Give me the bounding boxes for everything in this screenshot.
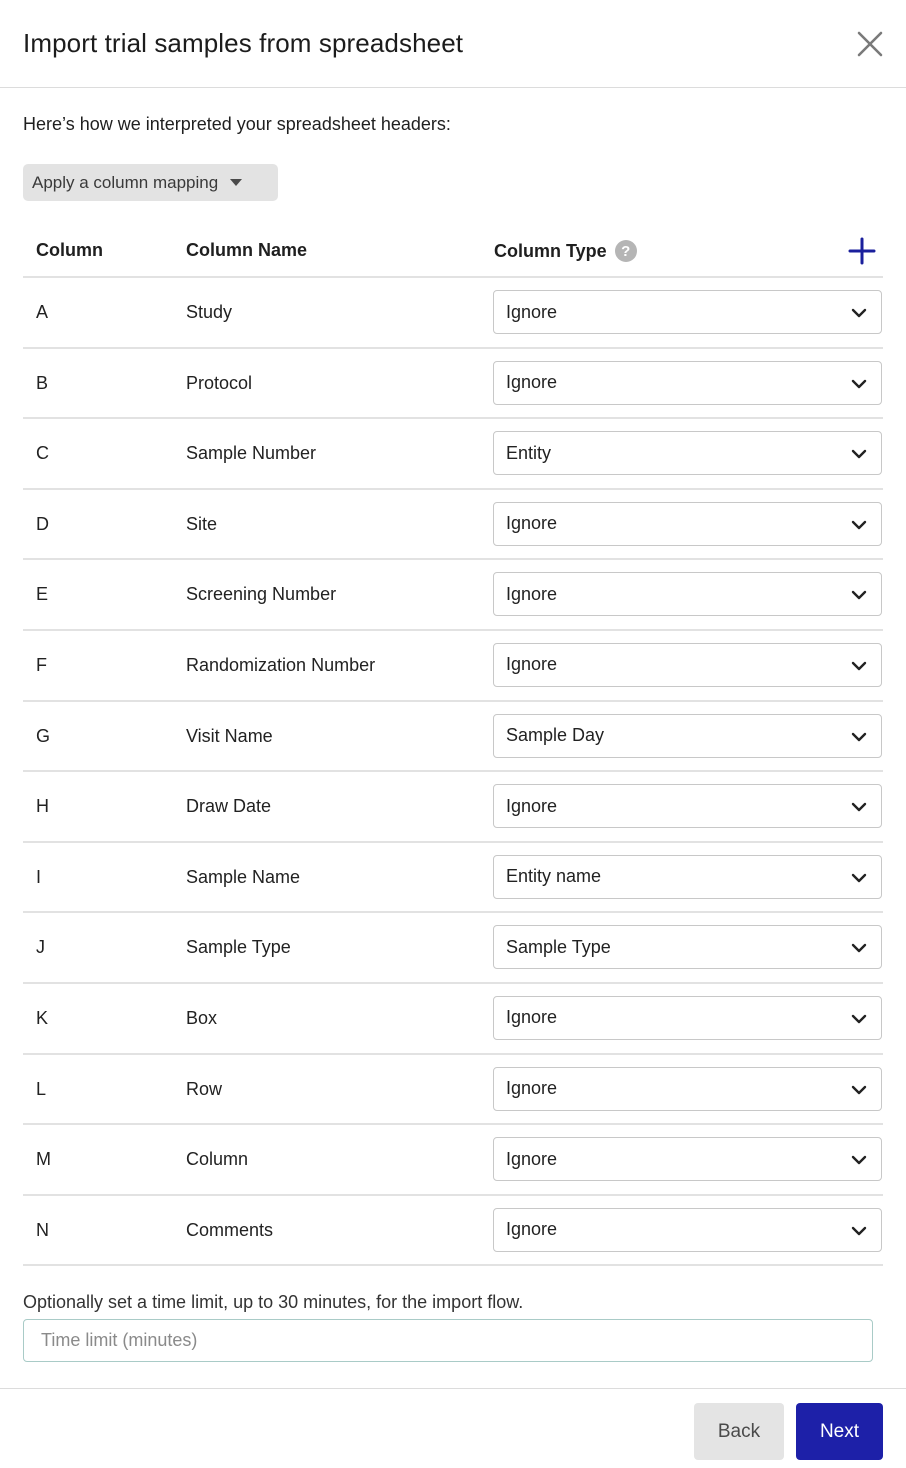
column-type-select[interactable]: [493, 502, 882, 546]
table-row: [23, 1125, 883, 1196]
row-column-letter: M: [36, 1149, 51, 1170]
row-column-name: Screening Number: [186, 584, 337, 605]
column-type-select[interactable]: [493, 643, 882, 687]
row-column-name: Randomization Number: [186, 654, 376, 675]
add-column-button[interactable]: [847, 236, 877, 266]
dialog-title: Import trial samples from spreadsheet: [23, 28, 464, 58]
table-row: [23, 278, 883, 349]
table-row: [23, 843, 883, 914]
chevron-down-icon: [851, 587, 867, 603]
apply-column-mapping-button[interactable]: [23, 164, 278, 201]
chevron-down-icon: [851, 729, 867, 745]
back-button[interactable]: Back: [694, 1403, 784, 1460]
row-column-letter: K: [36, 1007, 49, 1028]
chevron-down-icon: [851, 940, 867, 956]
table-row: [23, 1055, 883, 1126]
row-column-letter: A: [36, 302, 49, 322]
row-column-letter: N: [36, 1219, 49, 1240]
chevron-down-icon: [851, 870, 867, 886]
column-type-select[interactable]: [493, 855, 882, 899]
time-limit-label: Optionally set a time limit, up to 30 minutes, for the import flow.: [23, 1292, 524, 1312]
table-row: [23, 772, 883, 843]
header-column-type: [494, 240, 637, 262]
column-type-select[interactable]: [493, 925, 882, 969]
chevron-down-icon: [851, 1011, 867, 1027]
column-type-value: Ignore: [506, 583, 558, 604]
chevron-down-icon: [851, 1223, 867, 1239]
column-type-value: Ignore: [506, 795, 558, 816]
chevron-down-icon: [851, 1082, 867, 1098]
row-column-name: Sample Type: [186, 937, 291, 958]
column-type-value: Entity: [506, 442, 552, 463]
column-type-value: Ignore: [506, 301, 558, 322]
column-type-select[interactable]: [493, 996, 882, 1040]
column-type-select[interactable]: [493, 1208, 882, 1252]
column-type-value: Sample Type: [506, 936, 611, 957]
row-column-letter: E: [36, 584, 49, 605]
table-row: [23, 349, 883, 420]
chevron-down-icon: [851, 658, 867, 674]
row-column-name: Column: [186, 1149, 249, 1170]
chevron-down-icon: [851, 1152, 867, 1168]
chevron-down-icon: [851, 446, 867, 462]
column-type-select[interactable]: [493, 290, 882, 334]
table-row: [23, 631, 883, 702]
column-type-select[interactable]: [493, 361, 882, 405]
column-type-value: Ignore: [506, 1148, 558, 1169]
help-icon[interactable]: ?: [615, 240, 637, 262]
row-column-name: Visit Name: [186, 725, 273, 746]
chevron-down-icon: [851, 517, 867, 533]
row-column-letter: C: [36, 443, 49, 464]
row-column-name: Row: [186, 1078, 223, 1099]
row-column-name: Site: [186, 513, 218, 534]
close-icon: [857, 31, 883, 57]
column-type-value: Entity name: [506, 866, 602, 887]
header-column-type-label: Column Type: [494, 240, 607, 261]
caret-down-icon: [230, 179, 242, 186]
close-button[interactable]: [852, 26, 888, 62]
header-column-name: Column Name: [186, 240, 308, 260]
plus-icon: [847, 236, 877, 266]
column-type-value: Sample Day: [506, 725, 605, 746]
next-button[interactable]: Next: [796, 1403, 883, 1460]
dialog-footer: [0, 1388, 906, 1468]
column-type-select[interactable]: [493, 784, 882, 828]
column-type-value: Ignore: [506, 1219, 558, 1240]
column-type-value: Ignore: [506, 654, 558, 675]
row-column-letter: H: [36, 796, 49, 817]
row-column-name: Sample Number: [186, 443, 317, 464]
table-row: [23, 1196, 883, 1267]
table-row: [23, 560, 883, 631]
row-column-letter: J: [36, 937, 45, 958]
table-row: [23, 702, 883, 773]
row-column-name: Draw Date: [186, 796, 272, 817]
time-limit-input[interactable]: [23, 1319, 873, 1362]
column-type-value: Ignore: [506, 372, 558, 393]
table-row: [23, 984, 883, 1055]
row-column-name: Study: [186, 302, 233, 322]
chevron-down-icon: [851, 799, 867, 815]
table-header: [23, 226, 883, 278]
table-row: [23, 490, 883, 561]
mapping-table-body: [23, 278, 883, 1266]
column-type-select[interactable]: [493, 1067, 882, 1111]
mapping-button-label: Apply a column mapping: [32, 172, 219, 192]
column-type-select[interactable]: [493, 572, 882, 616]
row-column-letter: D: [36, 513, 49, 534]
column-type-value: Ignore: [506, 1078, 558, 1099]
row-column-name: Comments: [186, 1219, 274, 1240]
chevron-down-icon: [851, 376, 867, 392]
row-column-letter: I: [36, 866, 42, 887]
row-column-letter: F: [36, 654, 47, 675]
dialog-header: [0, 0, 906, 88]
column-type-select[interactable]: [493, 714, 882, 758]
column-type-value: Ignore: [506, 1007, 558, 1028]
row-column-letter: B: [36, 372, 49, 393]
row-column-name: Protocol: [186, 372, 253, 393]
column-type-value: Ignore: [506, 513, 558, 534]
table-row: [23, 419, 883, 490]
row-column-letter: G: [36, 725, 51, 746]
row-column-letter: L: [36, 1078, 47, 1099]
chevron-down-icon: [851, 305, 867, 321]
table-row: [23, 913, 883, 984]
header-column: Column: [36, 240, 103, 260]
row-column-name: Sample Name: [186, 866, 301, 887]
column-type-select[interactable]: [493, 1137, 882, 1181]
intro-text: Here’s how we interpreted your spreadsheet headers:: [23, 114, 451, 134]
column-type-select[interactable]: [493, 431, 882, 475]
row-column-name: Box: [186, 1007, 218, 1028]
